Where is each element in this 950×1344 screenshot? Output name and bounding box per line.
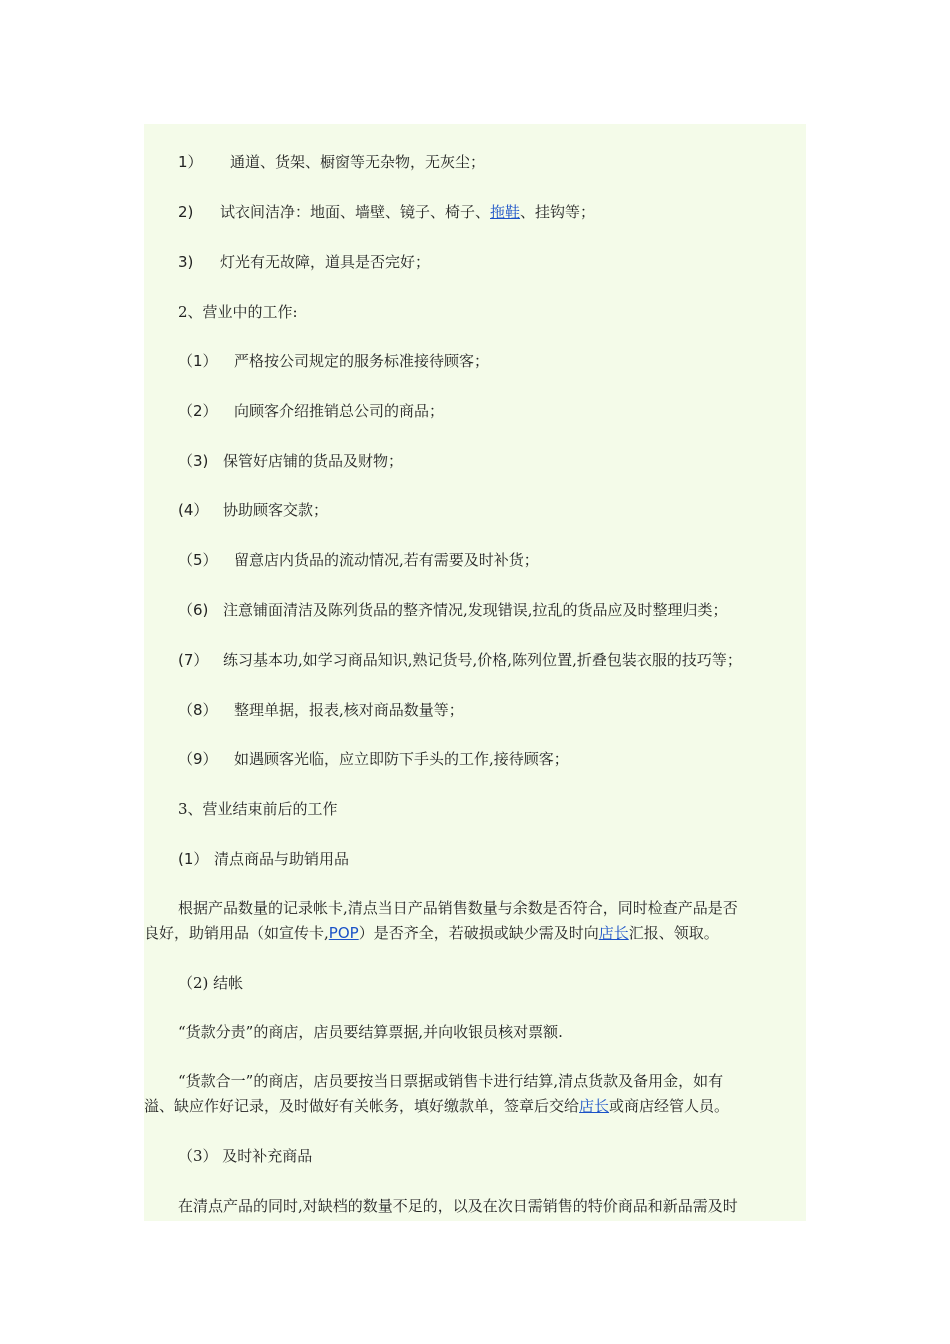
paragraph-separate-payment xyxy=(178,1023,563,1041)
heading-text: （3） 及时补充商品 xyxy=(178,1147,313,1165)
item-text: 试衣间洁净：地面、墙壁、镜子、椅子、 xyxy=(220,203,491,221)
list-item-5 xyxy=(178,402,444,420)
item-number: 2) xyxy=(178,203,194,221)
list-item-6 xyxy=(178,452,403,470)
heading-text: 2、营业中的工作: xyxy=(178,303,298,321)
item-number: 1） xyxy=(178,153,203,171)
item-number: （1） xyxy=(178,352,218,370)
item-number: （5） xyxy=(178,551,218,569)
item-text: 留意店内货品的流动情况,若有需要及时补货； xyxy=(234,551,539,569)
paragraph-inventory xyxy=(144,896,806,946)
paragraph-line: 在清点产品的同时,对缺档的数量不足的，以及在次日需销售的特价商品和新品需及时 xyxy=(178,1197,738,1215)
item-text: 保管好店铺的货品及财物； xyxy=(223,452,404,470)
subheading-1 xyxy=(178,850,349,868)
paragraph-line: 良好，助销用品（如宣传卡,POP）是否齐全，若破损或缺少需及时向店长汇报、领取。 xyxy=(144,924,719,942)
item-text: 向顾客介绍推销总公司的商品； xyxy=(234,402,445,420)
list-item-10 xyxy=(178,651,742,669)
list-item-7 xyxy=(178,501,328,519)
slippers-link[interactable]: 拖鞋 xyxy=(490,203,521,221)
item-text: 灯光有无故障，道具是否完好； xyxy=(220,253,431,271)
item-number: 3) xyxy=(178,253,194,271)
paragraph-line: “货款分责”的商店，店员要结算票据,并向收银员核对票额. xyxy=(178,1023,563,1041)
list-item-3 xyxy=(178,253,430,271)
item-text: 、挂钩等； xyxy=(520,203,596,221)
item-number: (7） xyxy=(178,651,209,669)
paragraph-combined-payment xyxy=(144,1069,806,1119)
paragraph-line: 溢、缺应作好记录，及时做好有关帐务，填好缴款单，签章后交给店长或商店经管人员。 xyxy=(144,1097,730,1115)
document-panel xyxy=(144,124,806,1221)
section-heading-2 xyxy=(178,303,298,321)
list-item-2 xyxy=(178,203,595,221)
item-number: (1） xyxy=(178,850,209,868)
item-text: 整理单据，报表,核对商品数量等； xyxy=(234,701,464,719)
section-heading-3 xyxy=(178,800,338,818)
list-item-1 xyxy=(178,153,485,171)
item-text: 通道、货架、橱窗等无杂物，无灰尘； xyxy=(230,153,486,171)
item-text: 如遇顾客光临，应立即防下手头的工作,接待顾客； xyxy=(234,750,569,768)
item-number: （8） xyxy=(178,701,218,719)
item-number: (4） xyxy=(178,501,209,519)
paragraph-restock xyxy=(178,1197,738,1215)
store-manager-link[interactable]: 店长 xyxy=(579,1097,610,1115)
subheading-3 xyxy=(178,1147,312,1165)
item-number: （6) xyxy=(178,601,209,619)
item-text: 注意铺面清洁及陈列货品的整齐情况,发现错误,拉乱的货品应及时整理归类； xyxy=(223,601,728,619)
item-number: （2） xyxy=(178,402,218,420)
item-text: 练习基本功,如学习商品知识,熟记货号,价格,陈列位置,折叠包装衣服的技巧等； xyxy=(223,651,742,669)
list-item-12 xyxy=(178,750,569,768)
pop-link[interactable]: POP xyxy=(328,924,359,942)
paragraph-line: “货款合一”的商店，店员要按当日票据或销售卡进行结算,清点货款及备用金，如有 xyxy=(178,1072,724,1090)
store-manager-link[interactable]: 店长 xyxy=(598,924,629,942)
item-text: 协助顾客交款； xyxy=(223,501,329,519)
list-item-4 xyxy=(178,352,489,370)
list-item-11 xyxy=(178,701,464,719)
heading-text: （2) 结帐 xyxy=(178,974,244,992)
item-text: 严格按公司规定的服务标准接待顾客； xyxy=(234,352,490,370)
subheading-2 xyxy=(178,974,243,992)
item-text: 清点商品与助销用品 xyxy=(214,850,350,868)
list-item-8 xyxy=(178,551,539,569)
item-number: （9） xyxy=(178,750,218,768)
item-number: （3) xyxy=(178,452,209,470)
list-item-9 xyxy=(178,601,728,619)
heading-text: 3、营业结束前后的工作 xyxy=(178,800,338,818)
paragraph-line: 根据产品数量的记录帐卡,清点当日产品销售数量与余数是否符合，同时检查产品是否 xyxy=(178,899,738,917)
